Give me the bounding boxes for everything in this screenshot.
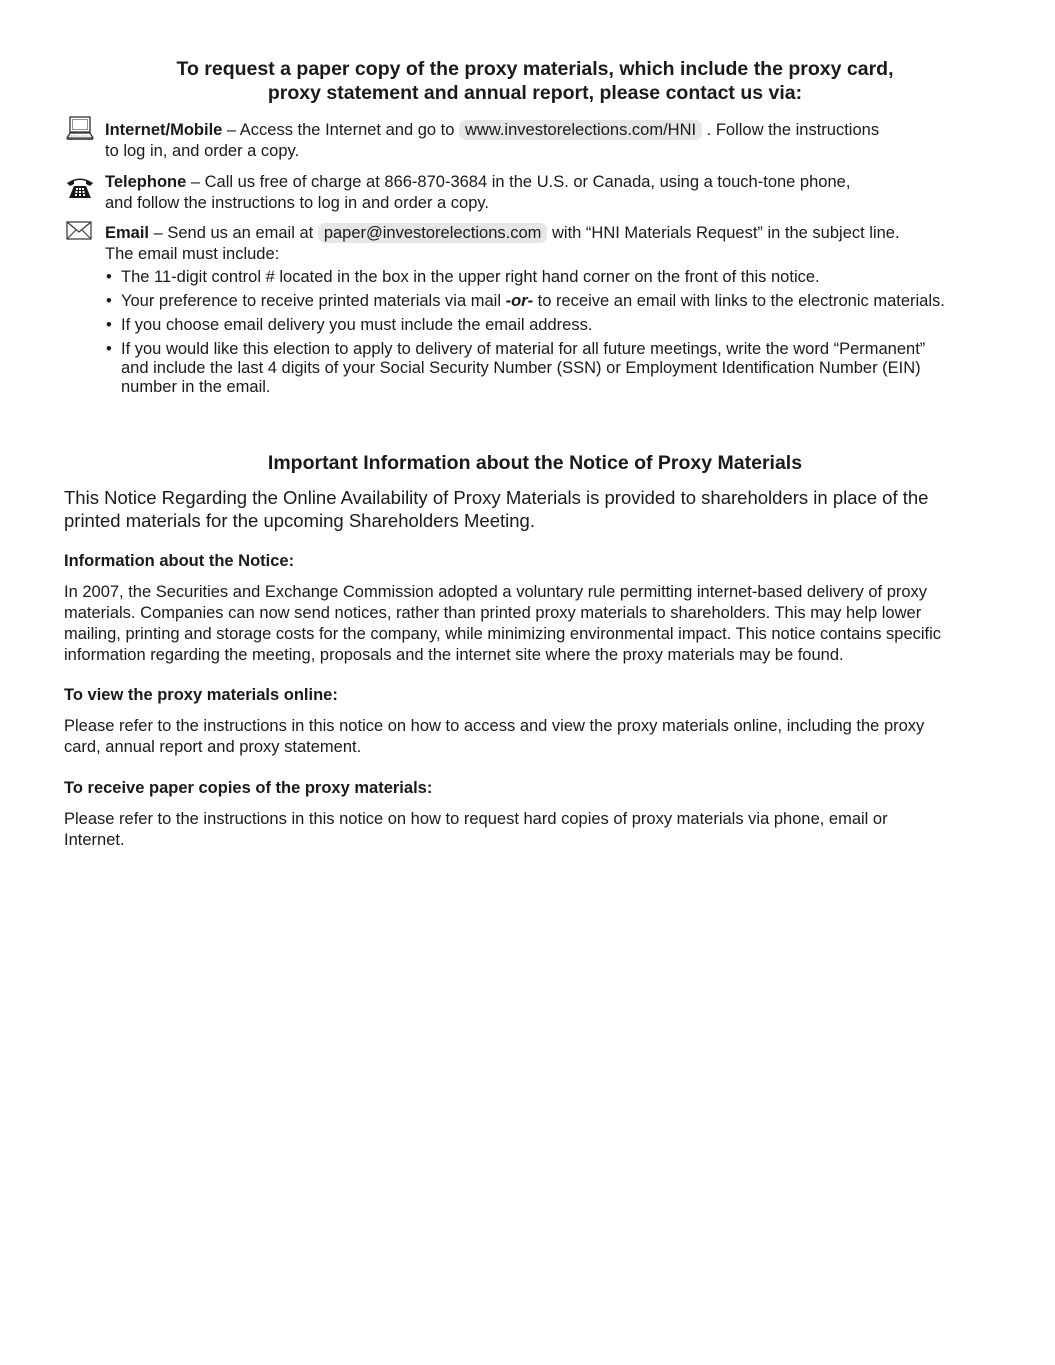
list-item <box>105 316 1010 335</box>
internet-text-after: . Follow the instructions <box>702 121 880 139</box>
internet-line-2: to log in, and order a copy. <box>105 142 300 160</box>
paragraph-line: In 2007, the Securities and Exchange Commission adopted a voluntary rule permitting internet-based delivery of proxy <box>64 583 928 601</box>
internet-label: Internet/Mobile <box>105 121 223 139</box>
telephone-icon <box>66 176 94 200</box>
list-item-line-3: number in the email. <box>121 378 271 396</box>
notice-section-title: Important Information about the Notice of Proxy Materials <box>267 452 803 474</box>
bullet-icon: • <box>106 292 112 310</box>
internet-line-1 <box>105 120 1025 141</box>
request-paper-copy-heading <box>60 57 1010 105</box>
info-about-notice-heading: Information about the Notice: <box>64 552 295 570</box>
email-line-1 <box>105 223 1025 244</box>
investorelections-url-link[interactable]: www.investorelections.com/HNI <box>459 120 702 140</box>
bullet-icon: • <box>106 340 112 358</box>
internet-contact-option <box>105 120 1025 162</box>
paragraph-line: materials. Companies can now send notices, rather than printed proxy materials to shareholders. This may help lower <box>64 604 922 622</box>
list-item <box>105 340 1010 397</box>
paragraph-line: Please refer to the instructions in this notice on how to request hard copies of proxy materials via phone, email or <box>64 810 888 828</box>
paragraph-line: mailing, printing and storage costs for the company, while minimizing environmental impact. This notice contains specific <box>64 625 942 643</box>
bullet-icon: • <box>106 268 112 286</box>
list-item-text-after: to receive an email with links to the electronic materials. <box>533 292 945 310</box>
list-item-text: The 11-digit control # located in the box in the upper right hand corner on the front of this notice. <box>121 268 820 286</box>
laptop-icon <box>66 116 94 142</box>
paragraph-line: Internet. <box>64 831 125 849</box>
paragraph-line: card, annual report and proxy statement. <box>64 738 362 756</box>
telephone-contact-option <box>105 172 1025 214</box>
list-item-text: If you choose email delivery you must include the email address. <box>121 316 593 334</box>
internet-text: – Access the Internet and go to <box>222 121 459 139</box>
heading-line-1: To request a paper copy of the proxy materials, which include the proxy card, <box>176 58 894 80</box>
list-item <box>105 268 1010 287</box>
telephone-line-1 <box>105 172 1025 193</box>
list-item-line-1: If you would like this election to apply to delivery of material for all future meetings, write the word “Permanent” <box>121 340 926 358</box>
paper-copies-paragraph <box>64 809 1009 851</box>
view-online-paragraph <box>64 716 1009 758</box>
intro-line-2: printed materials for the upcoming Shareholders Meeting. <box>64 510 535 531</box>
notice-intro-paragraph <box>64 486 1009 532</box>
telephone-line-2: and follow the instructions to log in and order a copy. <box>105 194 490 212</box>
list-item-text: Your preference to receive printed materials via mail <box>121 292 506 310</box>
intro-line-1: This Notice Regarding the Online Availability of Proxy Materials is provided to shareholders in place of the <box>64 487 929 508</box>
view-online-heading: To view the proxy materials online: <box>64 686 338 704</box>
email-label: Email <box>105 224 150 242</box>
paragraph-line: information regarding the meeting, proposals and the internet site where the proxy materials may be found. <box>64 646 844 664</box>
email-contact-option <box>105 223 1025 265</box>
email-requirements-list <box>105 268 1010 402</box>
list-item <box>105 292 1010 311</box>
paper-copies-heading: To receive paper copies of the proxy materials: <box>64 779 433 797</box>
or-emphasis: -or- <box>505 292 534 310</box>
email-line-2: The email must include: <box>105 245 280 263</box>
email-address-link[interactable]: paper@investorelections.com <box>318 223 548 243</box>
bullet-icon: • <box>106 316 112 334</box>
envelope-icon <box>66 221 92 241</box>
list-item-line-2: and include the last 4 digits of your Social Security Number (SSN) or Employment Identification Number (EIN) <box>121 359 921 377</box>
heading-line-2: proxy statement and annual report, please contact us via: <box>267 82 803 104</box>
email-text: – Send us an email at <box>149 224 318 242</box>
info-about-notice-paragraph <box>64 582 1009 666</box>
paragraph-line: Please refer to the instructions in this notice on how to access and view the proxy materials online, including the proxy <box>64 717 925 735</box>
telephone-label: Telephone <box>105 173 187 191</box>
email-text-after: with “HNI Materials Request” in the subject line. <box>547 224 900 242</box>
telephone-text: – Call us free of charge at 866-870-3684 in the U.S. or Canada, using a touch-tone phone, <box>186 173 851 191</box>
